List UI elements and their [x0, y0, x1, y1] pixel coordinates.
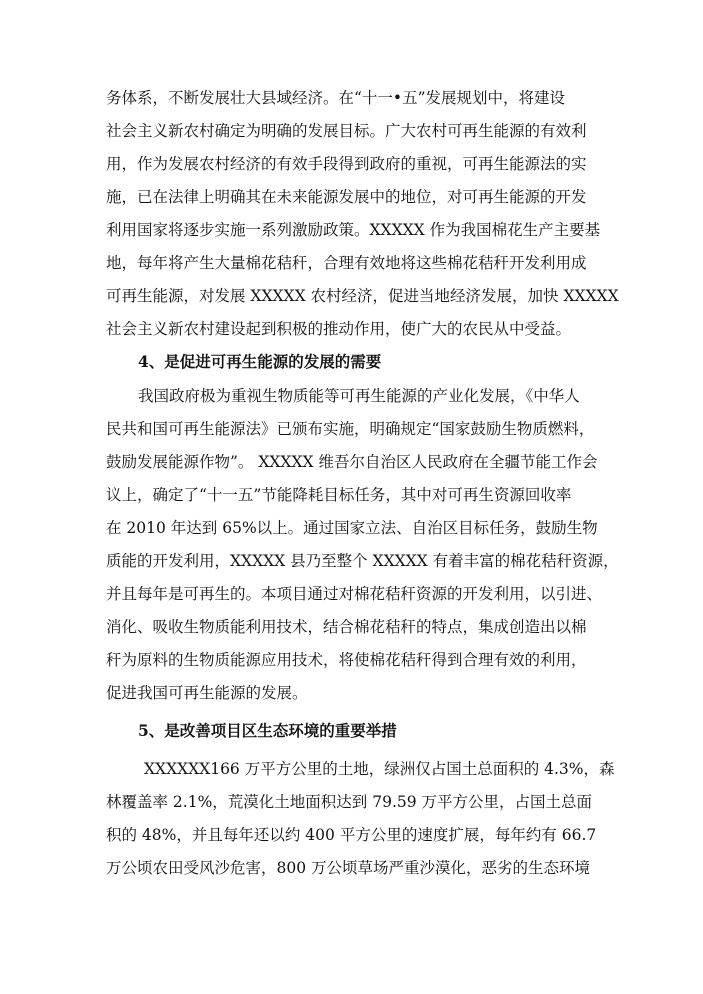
paragraph-line: 秆为原料的生物质能源应用技术，将使棉花秸秆得到合理有效的利用，	[106, 651, 587, 669]
paragraph-line: 在 2010 年达到 65%以上。通过国家立法、自治区目标任务，鼓励生物	[106, 519, 598, 537]
paragraph-line: 万公顷农田受风沙危害，800 万公顷草场严重沙漠化，恶劣的生态环境	[106, 859, 591, 877]
paragraph-line: 鼓励发展能源作物”。 XXXXX 维吾尔自治区人民政府在全疆节能工作会	[106, 453, 598, 471]
paragraph-line: 我国政府极为重视生物质能等可再生能源的产业化发展，《中华人	[138, 387, 580, 405]
paragraph-line: 议上，确定了“十一五”节能降耗目标任务，其中对可再生资源回收率	[106, 486, 572, 504]
paragraph-line: 地，每年将产生大量棉花秸秆，合理有效地将这些棉花秸秆开发利用成	[106, 254, 587, 272]
section-heading-5: 5、是改善项目区生态环境的重要举措	[138, 721, 397, 740]
paragraph-line: 利用国家将逐步实施一系列激励政策。XXXXX 作为我国棉花生产主要基	[106, 221, 601, 239]
paragraph-line: 民共和国可再生能源法》已颁布实施，明确规定“国家鼓励生物质燃料，	[106, 420, 595, 438]
paragraph-line: 可再生能源，对发展 XXXXX 农村经济，促进当地经济发展，加快 XXXXX	[106, 287, 619, 305]
paragraph-line: XXXXXX166 万平方公里的土地，绿洲仅占国土总面积的 4.3%，森	[144, 760, 615, 778]
paragraph-line: 并且每年是可再生的。本项目通过对棉花秸秆资源的开发利用，以引进、	[106, 585, 603, 603]
paragraph-line: 质能的开发利用，XXXXX 县乃至整个 XXXXX 有着丰富的棉花秸秆资源，	[106, 552, 619, 570]
paragraph-line: 消化、吸收生物质能利用技术，结合棉花秸秆的特点，集成创造出以棉	[106, 618, 587, 636]
paragraph-line: 用，作为发展农村经济的有效手段得到政府的重视，可再生能源法的实	[106, 155, 587, 173]
paragraph-line: 促进我国可再生能源的发展。	[106, 684, 308, 702]
paragraph-line: 社会主义新农村建设起到积极的推动作用，使广大的农民从中受益。	[106, 320, 572, 338]
paragraph-line: 务体系，不断发展壮大县域经济。在“十一•五”发展规划中，将建设	[106, 89, 565, 107]
paragraph-line: 林覆盖率 2.1%，荒漠化土地面积达到 79.59 万平方公里，占国土总面	[106, 793, 593, 811]
paragraph-line: 施，已在法律上明确其在未来能源发展中的地位，对可再生能源的开发	[106, 188, 587, 206]
section-heading-4: 4、是促进可再生能源的发展的需要	[138, 352, 382, 371]
paragraph-line: 社会主义新农村确定为明确的发展目标。广大农村可再生能源的有效利	[106, 122, 587, 140]
paragraph-line: 积的 48%，并且每年还以约 400 平方公里的速度扩展，每年约有 66.7	[106, 826, 597, 844]
